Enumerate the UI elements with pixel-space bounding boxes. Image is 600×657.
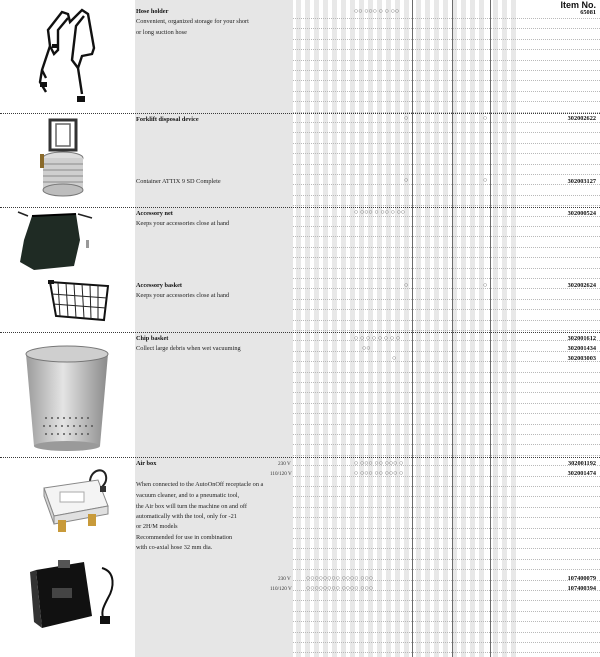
accessory-net-title: Accessory net xyxy=(136,210,173,217)
grid-row-line xyxy=(293,486,600,487)
grid-row-line xyxy=(293,299,600,300)
grid-row-line xyxy=(293,309,600,310)
grid-row-line xyxy=(293,621,600,622)
accessory-net-item-no: 302000524 xyxy=(567,210,596,217)
grid-row-line xyxy=(293,476,600,477)
description-panel xyxy=(135,0,293,657)
compat-marks: ○ ○○○ ○○ ○○○ ○ xyxy=(354,459,404,467)
accessory-net-image xyxy=(14,210,98,274)
accessory-basket-title: Accessory basket xyxy=(136,282,182,289)
section-separator xyxy=(0,207,600,208)
grid-row-line xyxy=(293,278,600,279)
compat-marks: ○ xyxy=(404,176,409,184)
forklift-item-no: 302002622 xyxy=(567,115,596,122)
grid-row-line xyxy=(293,496,600,497)
grid-row-line xyxy=(293,288,600,289)
grid-row-line xyxy=(293,351,600,352)
grid-row-line xyxy=(293,361,600,362)
grid-row-line xyxy=(293,569,600,570)
compat-marks: ○○ xyxy=(362,344,371,352)
grid-row-line xyxy=(293,132,600,133)
compat-marks: ○○○○○○○○ ○○○○ ○○○ xyxy=(306,574,373,582)
grid-row-line xyxy=(293,465,600,466)
voltage-label: 230 V xyxy=(278,576,291,582)
grid-row-line xyxy=(293,528,600,529)
container-item-no: 302003127 xyxy=(567,178,596,185)
grid-row-line xyxy=(293,600,600,601)
air-box-desc-line2: vacuum cleaner, and to a pneumatic tool, xyxy=(136,492,240,499)
chip-basket-desc: Collect large debris when wet vacuuming xyxy=(136,345,241,352)
grid-row-line xyxy=(293,424,600,425)
grid-row-line xyxy=(293,507,600,508)
air-box-desc-line5: or 2H/M models xyxy=(136,523,178,530)
compat-marks: ○ xyxy=(392,354,397,362)
grid-row-line xyxy=(293,122,600,123)
chip-basket-item-no-2: 302001434 xyxy=(567,345,596,352)
voltage-label: 230 V xyxy=(278,461,291,467)
grid-row-line xyxy=(293,372,600,373)
grid-row-line xyxy=(293,70,600,71)
grid-row-line xyxy=(293,236,600,237)
grid-row-line xyxy=(293,216,600,217)
air-box-desc-line4: automatically with the tool, only for -21 xyxy=(136,513,237,520)
grid-row-line xyxy=(293,517,600,518)
grid-row-line xyxy=(293,538,600,539)
compat-marks: ○ ○ ○ ○ ○ ○ ○ ○ xyxy=(354,334,401,342)
grid-row-line xyxy=(293,413,600,414)
grid-row-line xyxy=(293,101,600,102)
grid-row-line xyxy=(293,91,600,92)
grid-row-line xyxy=(293,80,600,81)
compat-marks: ○ xyxy=(404,114,409,122)
grid-row-line xyxy=(293,559,600,560)
forklift-title: Forklift disposal device xyxy=(136,116,199,123)
grid-row-line xyxy=(293,184,600,185)
grid-row-line xyxy=(293,455,600,456)
air-box-image xyxy=(38,466,118,538)
compat-marks: ○ ○○○ ○○ ○○○ ○ xyxy=(354,469,404,477)
grid-row-line xyxy=(293,340,600,341)
air-box-title: Air box xyxy=(136,460,157,467)
power-box-item-no-1: 107400079 xyxy=(567,575,596,582)
air-box-desc-line6: Recommended for use in combination xyxy=(136,534,233,541)
grid-row-line xyxy=(293,642,600,643)
compat-marks: ○ xyxy=(483,114,488,122)
hose-holder-desc-line1: Convenient, organized storage for your short xyxy=(136,18,249,25)
chip-basket-image xyxy=(24,344,110,454)
accessory-basket-image xyxy=(46,276,116,326)
grid-row-line xyxy=(293,392,600,393)
power-box-item-no-2: 107400394 xyxy=(567,585,596,592)
chip-basket-title: Chip basket xyxy=(136,335,169,342)
hose-holder-desc-line2: or long suction hose xyxy=(136,29,187,36)
accessory-basket-desc: Keeps your accessories close at hand xyxy=(136,292,230,299)
grid-row-line xyxy=(293,60,600,61)
grid-row-line xyxy=(293,39,600,40)
chip-basket-item-no-3: 302003003 xyxy=(567,355,596,362)
air-box-item-no-2: 302001474 xyxy=(567,470,596,477)
chip-basket-item-no-1: 302001612 xyxy=(567,335,596,342)
grid-row-line xyxy=(293,382,600,383)
grid-row-line xyxy=(293,330,600,331)
compat-marks: ○ ○○○ ○ ○○ ○ ○○ xyxy=(354,208,406,216)
accessory-net-desc: Keeps your accessories close at hand xyxy=(136,220,230,227)
grid-row-line xyxy=(293,434,600,435)
air-box-desc-line3: the Air box will turn the machine on and off xyxy=(136,503,247,510)
compat-marks: ○○ ○○○ ○ ○ ○○ xyxy=(354,7,400,15)
hose-holder-image xyxy=(32,8,102,106)
grid-row-line xyxy=(293,257,600,258)
grid-row-line xyxy=(293,652,600,653)
air-box-desc-line1: When connected to the AutoOnOff receptacle on a xyxy=(136,481,264,488)
grid-row-line xyxy=(293,49,600,50)
grid-row-line xyxy=(293,320,600,321)
grid-row-line xyxy=(293,548,600,549)
grid-row-line xyxy=(293,28,600,29)
compat-marks: ○ xyxy=(483,281,488,289)
air-box-item-no-1: 302001192 xyxy=(568,460,596,467)
grid-row-line xyxy=(293,247,600,248)
grid-row-line xyxy=(293,164,600,165)
accessory-basket-item-no: 302002624 xyxy=(567,282,596,289)
grid-row-line xyxy=(293,268,600,269)
grid-row-line xyxy=(293,444,600,445)
compat-marks: ○ xyxy=(404,281,409,289)
grid-row-line xyxy=(293,153,600,154)
container-label: Container ATTIX 9 SD Complete xyxy=(136,178,221,185)
grid-row-line xyxy=(293,195,600,196)
grid-row-line xyxy=(293,611,600,612)
hose-holder-item-no: 65081 xyxy=(580,9,596,16)
grid-row-line xyxy=(293,143,600,144)
item-no-header: Item No. xyxy=(560,0,596,10)
grid-row-line xyxy=(293,632,600,633)
forklift-disposal-device-image xyxy=(38,118,88,200)
grid-row-line xyxy=(293,205,600,206)
power-box-image xyxy=(30,558,120,638)
compat-marks: ○ xyxy=(483,176,488,184)
voltage-label: 110/120 V xyxy=(270,586,292,592)
grid-row-line xyxy=(293,18,600,19)
air-box-desc-line7: with co-axial hose 32 mm dia. xyxy=(136,544,213,551)
voltage-label: 110/120 V xyxy=(270,471,292,477)
section-separator xyxy=(0,332,600,333)
hose-holder-title: Hose holder xyxy=(136,8,169,15)
grid-row-line xyxy=(293,403,600,404)
grid-row-line xyxy=(293,226,600,227)
compat-marks: ○○○○○○○○ ○○○○ ○○○ xyxy=(306,584,373,592)
section-separator xyxy=(0,457,600,458)
section-separator xyxy=(0,113,600,114)
grid-row-line xyxy=(293,174,600,175)
